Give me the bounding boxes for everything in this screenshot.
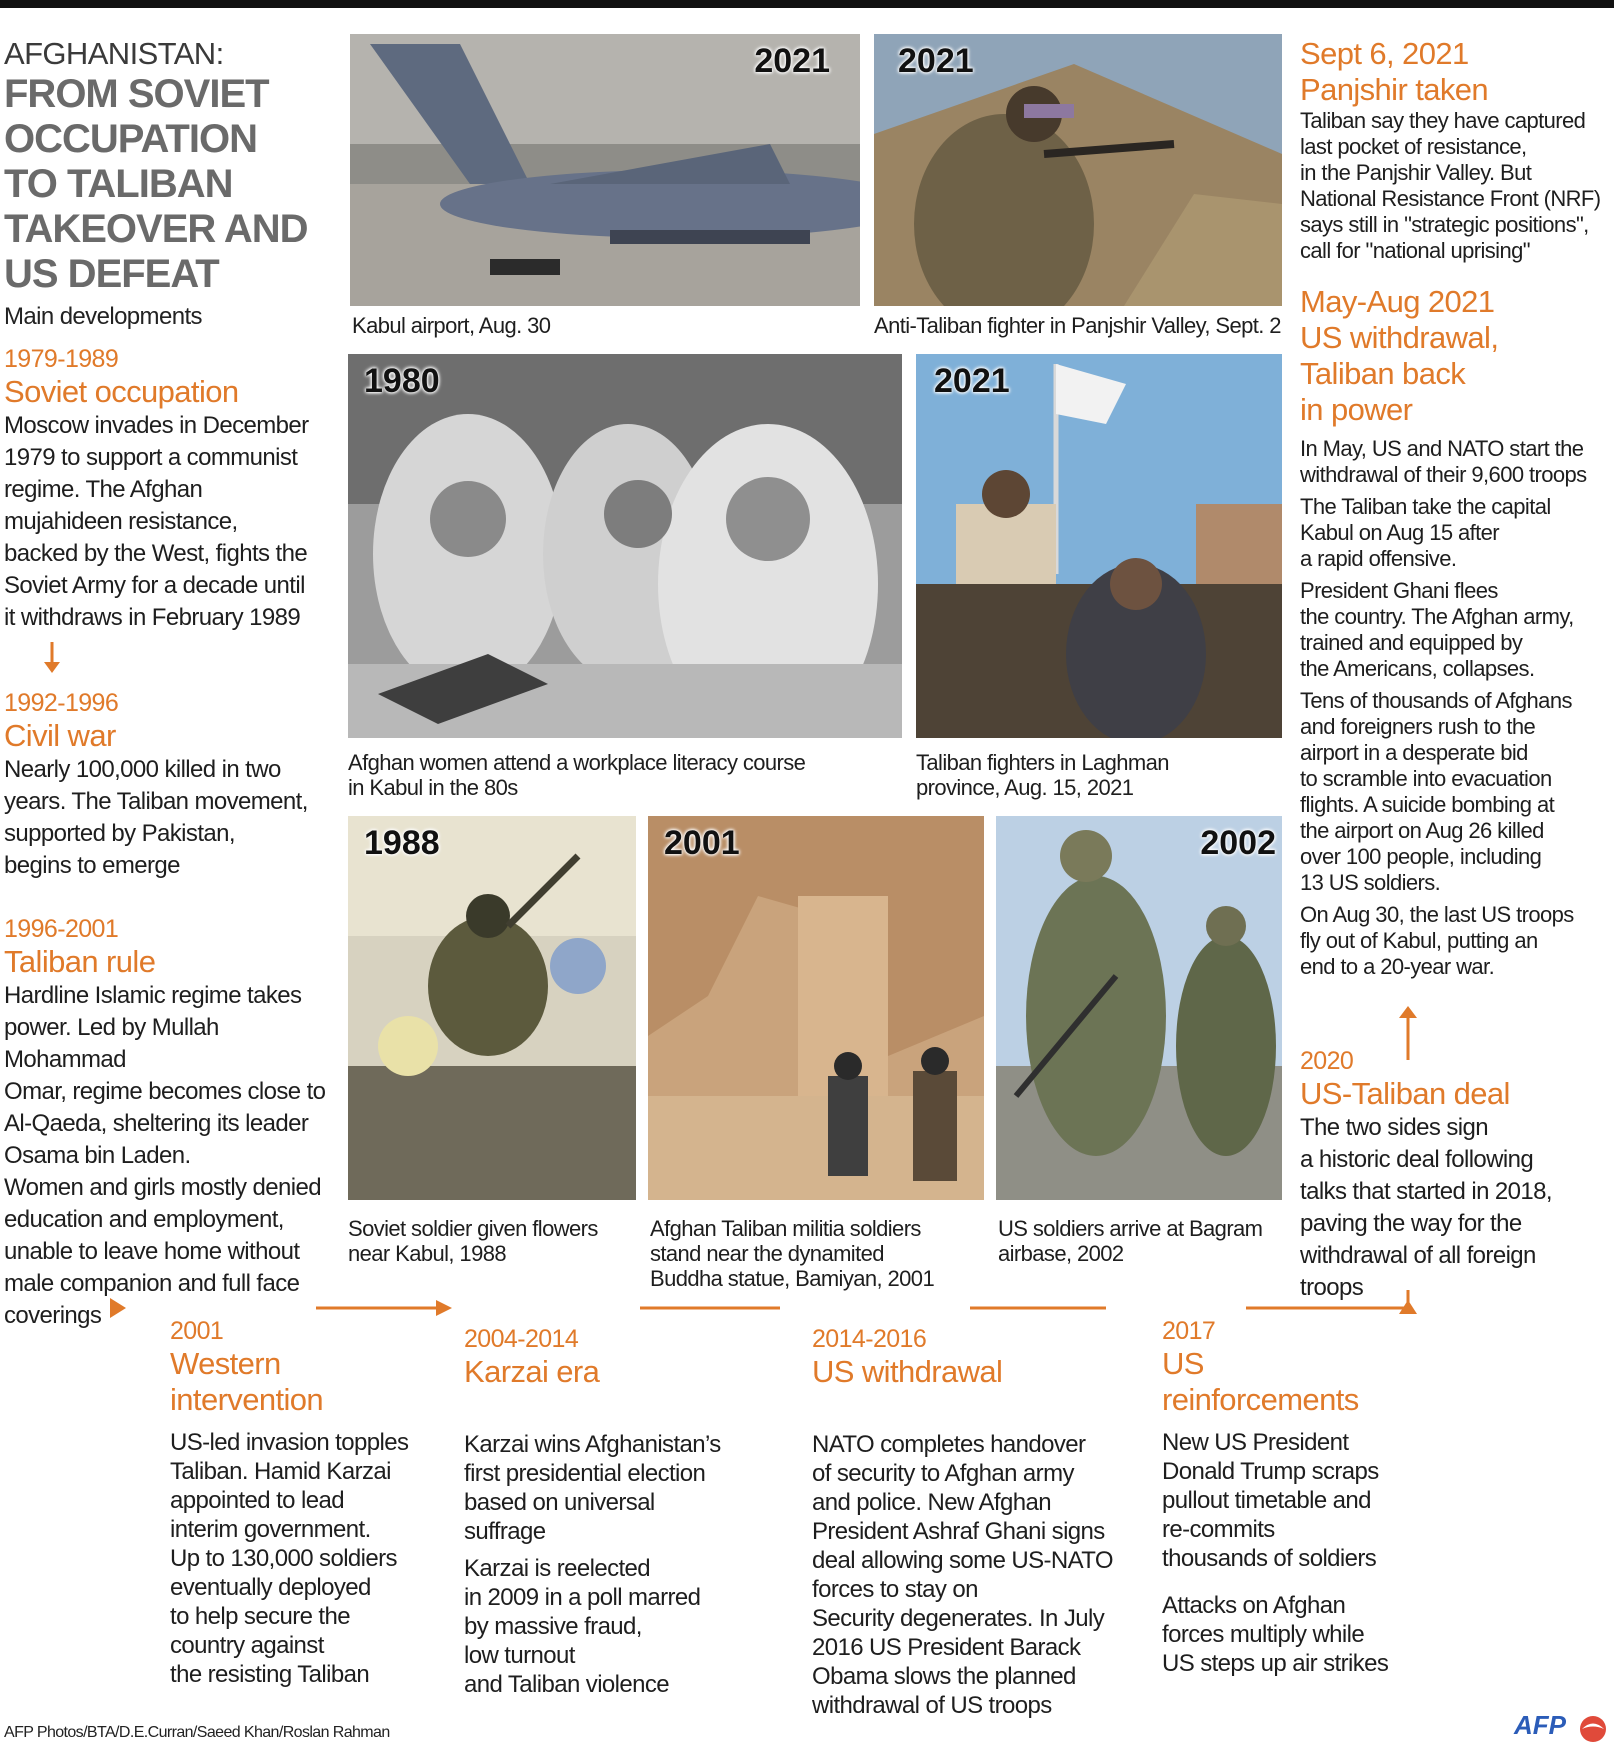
timeline-start-marker <box>110 1298 126 1318</box>
title-line-5: TAKEOVER AND <box>4 207 308 251</box>
paragraph <box>1300 688 1612 896</box>
text-line: withdrawal of their 9,600 troops <box>1300 462 1587 487</box>
photo-literacy-course <box>348 354 902 738</box>
event-dates: 2017 <box>1162 1317 1216 1345</box>
title-line-2: FROM SOVIET <box>4 72 269 116</box>
photo-caption <box>874 313 1294 338</box>
event-dates: 1996-2001 <box>4 915 119 943</box>
event-text <box>1300 108 1612 264</box>
event-heading: Panjshir taken <box>1300 72 1489 107</box>
text-line: US-led invasion topples <box>170 1429 409 1456</box>
text-line: forces multiply while <box>1162 1621 1365 1648</box>
text-line: Obama slows the planned <box>812 1663 1076 1690</box>
text-line: forces to stay on <box>812 1576 978 1603</box>
text-line: eventually deployed <box>170 1574 371 1601</box>
text-line: trained and equipped by <box>1300 630 1523 655</box>
text-line: withdrawal of all foreign <box>1300 1242 1536 1269</box>
photo-panjshir-fighter <box>874 34 1282 306</box>
event-text <box>4 980 334 1332</box>
event-text <box>4 410 334 634</box>
text-line: and foreigners rush to the <box>1300 714 1536 739</box>
event-dates: May-Aug 2021 <box>1300 284 1495 319</box>
text-line: fly out of Kabul, putting an <box>1300 928 1538 953</box>
text-line: it withdraws in February 1989 <box>4 604 301 631</box>
event-us-reinforcements <box>1162 1316 1462 1678</box>
afp-logo-text: AFP <box>1514 1710 1566 1740</box>
caption-line: Taliban fighters in Laghman <box>916 750 1169 775</box>
event-dates: 2020 <box>1300 1047 1354 1075</box>
text-line: a historic deal following <box>1300 1146 1534 1173</box>
event-taliban-rule <box>4 914 334 1332</box>
text-line: Hardline Islamic regime takes <box>4 982 302 1009</box>
text-line: Karzai is reelected <box>464 1555 651 1582</box>
event-text <box>1162 1428 1462 1678</box>
text-line: the country. The Afghan army, <box>1300 604 1574 629</box>
photo-year: 2021 <box>898 42 974 80</box>
event-heading: Taliban rule <box>4 944 156 979</box>
event-karzai-era <box>464 1324 764 1699</box>
text-line: On Aug 30, the last US troops <box>1300 902 1574 927</box>
text-line: Omar, regime becomes close to <box>4 1078 326 1105</box>
caption-line: province, Aug. 15, 2021 <box>916 775 1134 800</box>
text-line: power. Led by Mullah Mohammad <box>4 1014 219 1073</box>
text-line: backed by the West, fights the <box>4 540 308 567</box>
text-line: years. The Taliban movement, <box>4 788 308 815</box>
photo-year: 2021 <box>754 42 830 80</box>
event-heading: Karzai era <box>464 1354 600 1389</box>
text-line: Taliban. Hamid Karzai <box>170 1458 391 1485</box>
photo-caption <box>352 313 872 338</box>
photo-year: 2001 <box>664 824 740 862</box>
text-line: the airport on Aug 26 killed <box>1300 818 1544 843</box>
photo-bamiyan-buddha <box>648 816 984 1200</box>
text-line: The two sides sign <box>1300 1114 1488 1141</box>
caption-line: Soviet soldier given flowers <box>348 1216 598 1241</box>
text-line: withdrawal of US troops <box>812 1692 1052 1719</box>
photo-kabul-airport <box>350 34 860 306</box>
text-line: talks that started in 2018, <box>1300 1178 1552 1205</box>
event-heading: in power <box>1300 392 1413 427</box>
text-line: coverings <box>4 1302 102 1329</box>
event-text <box>1300 436 1612 980</box>
text-line: appointed to lead <box>170 1487 344 1514</box>
caption-line: airbase, 2002 <box>998 1241 1124 1266</box>
text-line: New US President <box>1162 1429 1349 1456</box>
paragraph <box>1300 578 1612 682</box>
photo-caption <box>998 1216 1288 1266</box>
event-dates: Sept 6, 2021 <box>1300 36 1469 71</box>
photo-year: 1980 <box>364 362 440 400</box>
text-line: US steps up air strikes <box>1162 1650 1389 1677</box>
text-line: the resisting Taliban <box>170 1661 370 1688</box>
text-line: education and employment, <box>4 1206 284 1233</box>
text-line: end to a 20-year war. <box>1300 954 1495 979</box>
photo-caption <box>916 750 1286 800</box>
text-line: In May, US and NATO start the <box>1300 436 1584 461</box>
text-line: troops <box>1300 1274 1364 1301</box>
event-dates: 2004-2014 <box>464 1325 579 1353</box>
paragraph <box>464 1554 764 1699</box>
event-dates: 2014-2016 <box>812 1325 927 1353</box>
event-dates: 1992-1996 <box>4 689 119 717</box>
text-line: interim government. <box>170 1516 371 1543</box>
text-line: begins to emerge <box>4 852 180 879</box>
arrow-down-icon <box>40 642 64 674</box>
photo-laghman-fighters <box>916 354 1282 738</box>
afp-logo <box>1514 1710 1610 1746</box>
event-western-intervention <box>170 1316 450 1689</box>
text-line: Moscow invades in December <box>4 412 309 439</box>
text-line: call for "national uprising" <box>1300 238 1530 263</box>
text-line: over 100 people, including <box>1300 844 1542 869</box>
photo-caption <box>348 750 908 800</box>
title-line-4: TO TALIBAN <box>4 162 233 206</box>
text-line: regime. The Afghan <box>4 476 203 503</box>
text-line: thousands of soldiers <box>1162 1545 1377 1572</box>
photo-caption <box>650 1216 990 1291</box>
photo-year: 2021 <box>934 362 1010 400</box>
caption-line: in Kabul in the 80s <box>348 775 518 800</box>
event-text <box>1300 1112 1612 1304</box>
event-text <box>812 1430 1132 1720</box>
caption-line: near Kabul, 1988 <box>348 1241 506 1266</box>
text-line: NATO completes handover <box>812 1431 1086 1458</box>
text-line: 13 US soldiers. <box>1300 870 1441 895</box>
text-line: supported by Pakistan, <box>4 820 235 847</box>
paragraph <box>1162 1428 1462 1573</box>
event-soviet <box>4 344 334 634</box>
paragraph <box>1162 1591 1462 1678</box>
text-line: of security to Afghan army <box>812 1460 1074 1487</box>
event-heading: intervention <box>170 1382 324 1417</box>
title-line-6: US DEFEAT <box>4 252 219 296</box>
text-line: Security degenerates. In July <box>812 1605 1105 1632</box>
text-line: The Taliban take the capital <box>1300 494 1551 519</box>
paragraph <box>1300 494 1612 572</box>
photo-caption <box>348 1216 648 1266</box>
afp-logo-mark-icon <box>1578 1714 1608 1744</box>
caption-line: Afghan women attend a workplace literacy course <box>348 750 806 775</box>
text-line: Tens of thousands of Afghans <box>1300 688 1572 713</box>
event-civil-war <box>4 688 334 882</box>
text-line: Soviet Army for a decade until <box>4 572 305 599</box>
text-line: unable to leave home without <box>4 1238 300 1265</box>
top-bar <box>0 0 1614 8</box>
event-heading: Soviet occupation <box>4 374 239 409</box>
event-us-withdrawal-2014 <box>812 1324 1132 1720</box>
event-heading: US-Taliban deal <box>1300 1076 1510 1111</box>
caption-line: US soldiers arrive at Bagram <box>998 1216 1263 1241</box>
title-line-3: OCCUPATION <box>4 117 257 161</box>
paragraph <box>1300 436 1612 488</box>
text-line: male companion and full face <box>4 1270 300 1297</box>
text-line: Up to 130,000 soldiers <box>170 1545 397 1572</box>
text-line: National Resistance Front (NRF) <box>1300 186 1601 211</box>
event-panjshir <box>1300 36 1612 264</box>
text-line: last pocket of resistance, <box>1300 134 1527 159</box>
event-heading: US withdrawal <box>812 1354 1003 1389</box>
text-line: says still in "strategic positions", <box>1300 212 1589 237</box>
paragraph <box>1300 902 1612 980</box>
text-line: Nearly 100,000 killed in two <box>4 756 281 783</box>
event-heading: reinforcements <box>1162 1382 1359 1417</box>
text-line: Kabul on Aug 15 after <box>1300 520 1500 545</box>
text-line: low turnout <box>464 1642 575 1669</box>
text-line: the Americans, collapses. <box>1300 656 1535 681</box>
text-line: Karzai wins Afghanistan’s <box>464 1431 721 1458</box>
photo-credits: AFP Photos/BTA/D.E.Curran/Saeed Khan/Roslan Rahman <box>4 1724 390 1741</box>
caption-line: stand near the dynamited <box>650 1241 884 1266</box>
text-line: President Ghani flees <box>1300 578 1498 603</box>
text-line: deal allowing some US-NATO <box>812 1547 1113 1574</box>
text-line: suffrage <box>464 1518 546 1545</box>
paragraph <box>464 1430 764 1546</box>
event-heading: US withdrawal, <box>1300 320 1499 355</box>
title-block <box>4 36 334 331</box>
event-heading: Civil war <box>4 718 116 753</box>
text-line: a rapid offensive. <box>1300 546 1457 571</box>
title-line-1: AFGHANISTAN: <box>4 36 224 71</box>
photo-bagram-soldiers <box>996 816 1282 1200</box>
event-heading: US <box>1162 1346 1204 1381</box>
text-line: by massive fraud, <box>464 1613 642 1640</box>
photo-soviet-soldier <box>348 816 636 1200</box>
text-line: 1979 to support a communist <box>4 444 298 471</box>
caption-line: Kabul airport, Aug. 30 <box>352 313 551 338</box>
photo-year: 2002 <box>1200 824 1276 862</box>
timeline-arrowhead <box>436 1300 452 1316</box>
text-line: in the Panjshir Valley. But <box>1300 160 1532 185</box>
event-dates: 1979-1989 <box>4 345 119 373</box>
event-text <box>170 1428 450 1689</box>
text-line: 2016 US President Barack <box>812 1634 1081 1661</box>
text-line: in 2009 in a poll marred <box>464 1584 701 1611</box>
event-heading: Taliban back <box>1300 356 1466 391</box>
text-line: to help secure the <box>170 1603 350 1630</box>
text-line: paving the way for the <box>1300 1210 1522 1237</box>
text-line: mujahideen resistance, <box>4 508 238 535</box>
text-line: and police. New Afghan <box>812 1489 1051 1516</box>
text-line: airport in a desperate bid <box>1300 740 1528 765</box>
event-dates: 2001 <box>170 1317 224 1345</box>
text-line: and Taliban violence <box>464 1671 670 1698</box>
event-text <box>464 1430 764 1699</box>
text-line: pullout timetable and <box>1162 1487 1371 1514</box>
subtitle: Main developments <box>4 303 202 330</box>
text-line: Attacks on Afghan <box>1162 1592 1346 1619</box>
text-line: Donald Trump scraps <box>1162 1458 1379 1485</box>
text-line: President Ashraf Ghani signs <box>812 1518 1105 1545</box>
text-line: Osama bin Laden. <box>4 1142 191 1169</box>
caption-line: Afghan Taliban militia soldiers <box>650 1216 921 1241</box>
event-text <box>4 754 334 882</box>
photo-year: 1988 <box>364 824 440 862</box>
text-line: flights. A suicide bombing at <box>1300 792 1555 817</box>
text-line: re-commits <box>1162 1516 1275 1543</box>
text-line: based on universal <box>464 1489 655 1516</box>
caption-line: Buddha statue, Bamiyan, 2001 <box>650 1266 935 1291</box>
text-line: first presidential election <box>464 1460 706 1487</box>
event-us-taliban-deal <box>1300 1046 1612 1304</box>
caption-line: Anti-Taliban fighter in Panjshir Valley, Sept. 2 <box>874 313 1281 338</box>
text-line: Taliban say they have captured <box>1300 108 1586 133</box>
text-line: country against <box>170 1632 324 1659</box>
text-line: to scramble into evacuation <box>1300 766 1552 791</box>
text-line: Al-Qaeda, sheltering its leader <box>4 1110 309 1137</box>
event-heading: Western <box>170 1346 281 1381</box>
text-line: Women and girls mostly denied <box>4 1174 321 1201</box>
event-us-withdrawal-2021 <box>1300 284 1612 980</box>
